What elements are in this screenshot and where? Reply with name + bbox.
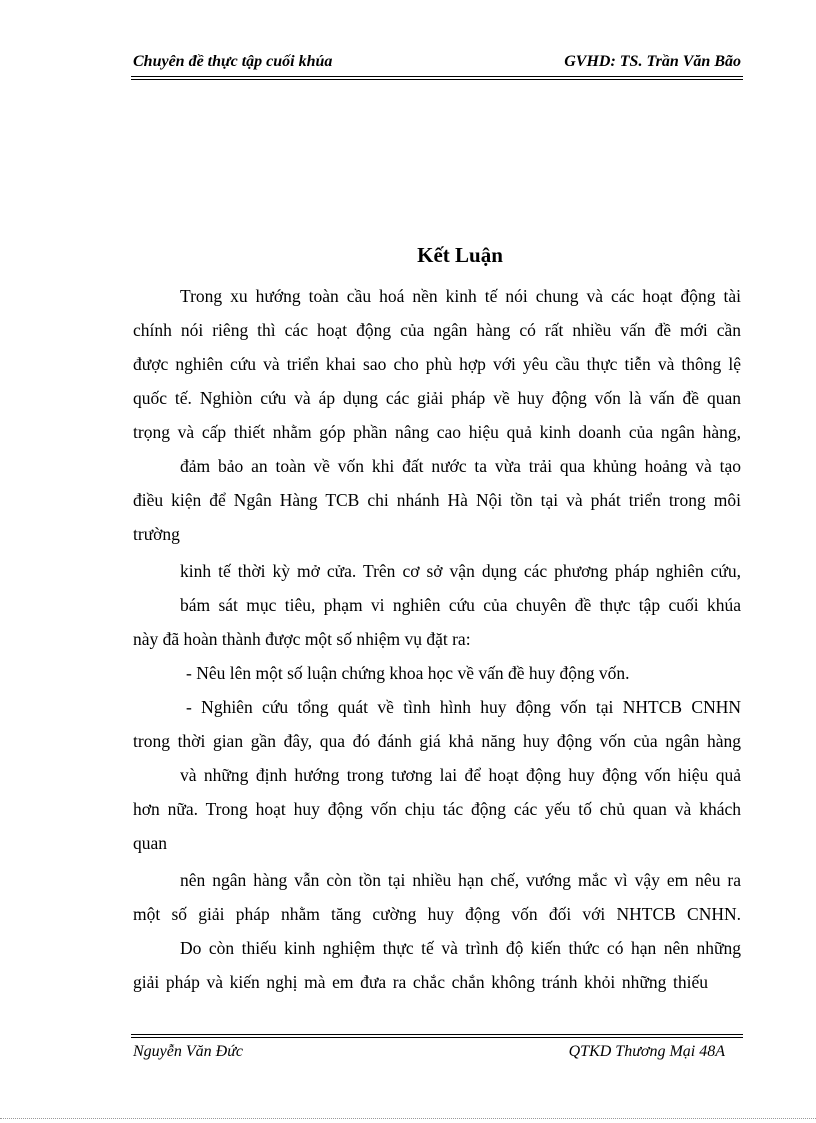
footer-rule [131,1034,743,1038]
footer-class: QTKD Thương Mại 48A [568,1043,725,1060]
paragraph-line: đảm bảo an toàn về vốn khi đất nước ta vừa trải qua khủng hoảng và tạo [180,456,741,476]
paragraph-line: Trong xu hướng toàn cầu hoá nền kinh tế nói chung và các hoạt động tài [180,286,741,306]
paragraph-line: - Nêu lên một số luận chứng khoa học về vấn đề huy động vốn. [186,663,630,683]
paragraph-line: được nghiên cứu và triển khai sao cho phù hợp với yêu cầu thực tiễn và thông lệ [133,354,741,374]
header-supervisor: GVHD: TS. Trần Văn Bão [564,53,741,70]
paragraph-line: quốc tế. Nghiòn cứu và áp dụng các giải pháp về huy động vốn là vấn đề quan [133,388,741,408]
paragraph-line: quan [133,833,168,853]
paragraph-line: trong thời gian gần đây, qua đó đánh giá khả năng huy động vốn của ngân hàng [133,731,741,751]
header-rule [131,76,743,80]
paragraph-line: nên ngân hàng vẫn còn tồn tại nhiều hạn chế, vướng mắc vì vậy em nêu ra [180,870,741,890]
paragraph-line: giải pháp và kiến nghị mà em đưa ra chắc chắn không tránh khỏi những thiếu [133,972,708,992]
paragraph-line: trường [133,524,180,544]
page-bottom-border [0,1118,816,1119]
paragraph-line: trọng và cấp thiết nhằm góp phần nâng cao hiệu quả kinh doanh của ngân hàng, [133,422,741,442]
page-header [131,51,743,77]
paragraph-line: kinh tế thời kỳ mở cửa. Trên cơ sở vận dụng các phương pháp nghiên cứu, [180,561,741,581]
paragraph-line: hơn nữa. Trong hoạt huy động vốn chịu tác động các yếu tố chủ quan và khách [133,799,741,819]
paragraph-line: một số giải pháp nhằm tăng cường huy động vốn đối với NHTCB CNHN. [133,904,741,924]
paragraph-line: Do còn thiếu kinh nghiệm thực tế và trình độ kiến thức có hạn nên những [180,938,741,958]
paragraph-line: bám sát mục tiêu, phạm vi nghiên cứu của chuyên đề thực tập cuối khúa [180,595,741,615]
page-title: Kết Luận [417,243,503,267]
header-course-title: Chuyên đề thực tập cuối khúa [133,53,333,70]
paragraph-line: chính nói riêng thì các hoạt động của ngân hàng có rất nhiều vấn đề mới cần [133,320,741,340]
footer-author: Nguyễn Văn Đức [133,1043,244,1060]
paragraph-line: và những định hướng trong tương lai để hoạt động huy động vốn hiệu quả [180,765,741,785]
paragraph-line: này đã hoàn thành được một số nhiệm vụ đặt ra: [133,629,471,649]
paragraph-line: điều kiện để Ngân Hàng TCB chi nhánh Hà Nội tồn tại và phát triển trong môi [133,490,741,510]
paragraph-line: - Nghiên cứu tổng quát về tình hình huy động vốn tại NHTCB CNHN [186,697,741,717]
